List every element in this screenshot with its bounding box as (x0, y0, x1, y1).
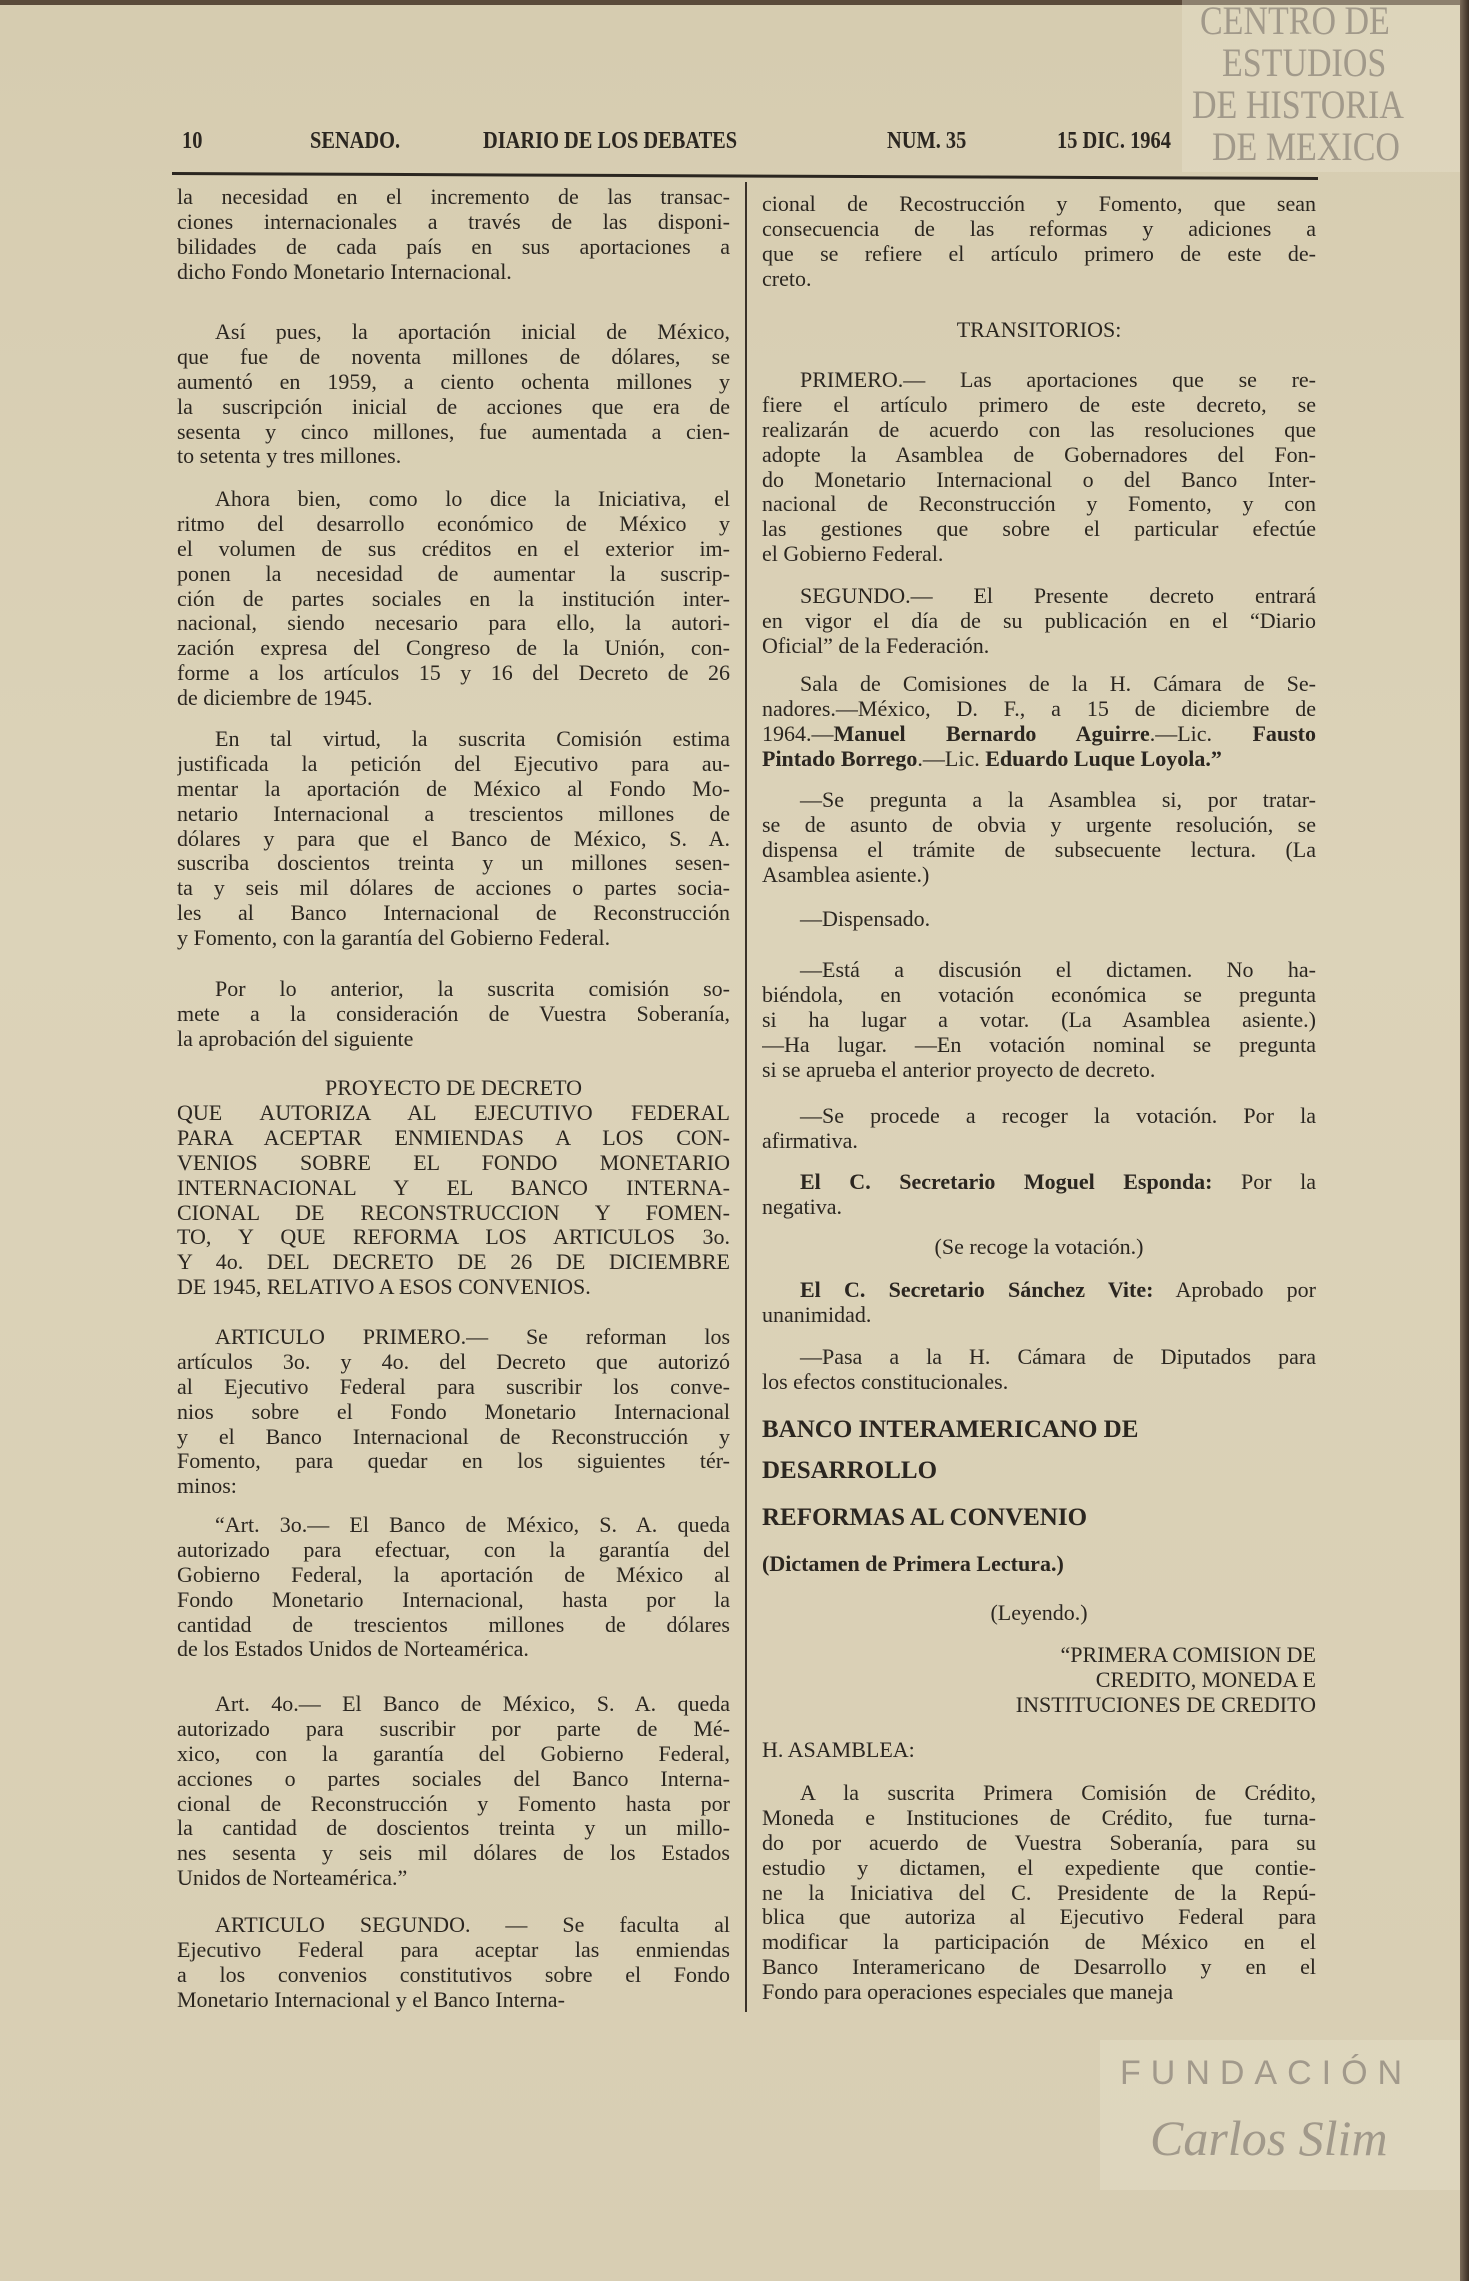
text-line (762, 1278, 1316, 1303)
text-line: ritmo del desarrollo económico de México y (177, 511, 730, 536)
paragraph (177, 320, 730, 469)
text-line (762, 1415, 1316, 1445)
text-line: la cantidad de doscientos treinta y un millo- (177, 1816, 730, 1841)
header-rule (172, 172, 1318, 180)
text-line: —Ha lugar. —En votación nominal se pregunta (762, 1032, 1316, 1057)
text-line: nes sesenta y seis mil dólares de los Estados (177, 1841, 730, 1866)
text-line: biéndola, en votación económica se pregunta (762, 982, 1316, 1007)
bold-name: Fausto (1252, 721, 1316, 746)
text-line: autorizado para suscribir por parte de Mé- (177, 1716, 730, 1741)
text-line: y Fomento, con la garantía del Gobierno Federal. (177, 926, 611, 951)
text-line: CREDITO, MONEDA E (1095, 1667, 1316, 1692)
centered-text (177, 1076, 730, 1101)
text-line: que se refiere el artículo primero de este de- (762, 241, 1316, 266)
text-line: INSTITUCIONES DE CREDITO (1015, 1692, 1316, 1717)
centered-text (762, 1235, 1316, 1260)
text-line: (Dictamen de Primera Lectura.) (762, 1552, 1064, 1576)
text-segment: .—Lic. (1149, 721, 1253, 746)
centered-text (762, 1601, 1316, 1626)
text-line: artículos 3o. y 4o. del Decreto que autorizó (177, 1349, 730, 1374)
text-line: modificar la participación de México en el (762, 1930, 1316, 1955)
paragraph (177, 185, 730, 285)
text-line: CIONAL DE RECONSTRUCCION Y FOMEN- (177, 1200, 730, 1225)
text-line: los efectos constitucionales. (762, 1369, 1009, 1394)
text-line: forme a los artículos 15 y 16 del Decreto de 26 (177, 661, 730, 686)
paragraph (177, 727, 730, 951)
text-line: —Se procede a recoger la votación. Por la (800, 1104, 1316, 1128)
text-line: DE 1945, RELATIVO A ESOS CONVENIOS. (177, 1275, 591, 1300)
text-line: en vigor el día de su publicación en el “Diario (762, 608, 1316, 633)
text-line: Banco Interamericano de Desarrollo y en el (762, 1955, 1316, 1980)
text-line: que fue de noventa millones de dólares, se (177, 344, 730, 369)
text-line: la necesidad en el incremento de las transac- (177, 185, 730, 209)
bold-name: El C. Secretario Sánchez Vite: (800, 1278, 1154, 1302)
text-line: Oficial” de la Federación. (762, 633, 990, 658)
paragraph (762, 1738, 1316, 1763)
text-line: Fondo Monetario Internacional, hasta por la (177, 1587, 730, 1612)
paragraph (762, 788, 1316, 888)
text-line: y el Banco Internacional de Reconstrucción y (177, 1424, 730, 1449)
text-line: ARTICULO PRIMERO.— Se reforman los (215, 1325, 730, 1349)
text-line: si se aprueba el anterior proyecto de decreto. (762, 1057, 1156, 1082)
text-line: —Se pregunta a la Asamblea si, por tratar- (800, 788, 1316, 812)
text-line: el volumen de sus créditos en el exterior im- (177, 536, 730, 561)
text-line: ne la Iniciativa del C. Presidente de la Repú- (762, 1880, 1316, 1905)
text-line: justificada la petición del Ejecutivo para au- (177, 751, 730, 776)
text-line: Ahora bien, como lo dice la Iniciativa, el (215, 487, 730, 511)
text-line: mentar la aportación de México al Fondo Mo- (177, 776, 730, 801)
text-line: estudio y dictamen, el expediente que contie- (762, 1855, 1316, 1880)
heading-text: DESARROLLO (762, 1457, 937, 1486)
section-heading (762, 1503, 1316, 1533)
text-line: —Está a discusión el dictamen. No ha- (800, 958, 1316, 982)
text-line: do por acuerdo de Vuestra Soberanía, para su (762, 1830, 1316, 1855)
text-line: netario Internacional a trescientos millones de (177, 801, 730, 826)
text-line: de diciembre de 1945. (177, 686, 373, 711)
paragraph (762, 1345, 1316, 1395)
paragraph (177, 1692, 730, 1891)
scan-right-edge (1460, 0, 1469, 2281)
text-segment: .—Lic. (917, 746, 986, 771)
text-line: SEGUNDO.— El Presente decreto entrará (800, 584, 1316, 608)
text-line: H. ASAMBLEA: (762, 1738, 915, 1762)
text-line: (Se recoge la votación.) (934, 1235, 1144, 1259)
header-chamber: SENADO. (310, 128, 401, 154)
text-line: —Dispensado. (800, 907, 931, 931)
paragraph (177, 1513, 730, 1662)
text-line: do Monetario Internacional o del Banco Inter- (762, 467, 1316, 492)
paragraph (177, 1913, 730, 2013)
text-line: cional de Recostrucción y Fomento, que sean (762, 192, 1316, 216)
text-line: Y 4o. DEL DECRETO DE 26 DE DICIEMBRE (177, 1250, 730, 1275)
paragraph (762, 1781, 1316, 2005)
text-line (762, 1456, 1316, 1486)
text-line: Ejecutivo Federal para aceptar las enmiendas (177, 1937, 730, 1962)
section-heading (762, 1415, 1316, 1445)
text-line: PROYECTO DE DECRETO (324, 1076, 583, 1100)
text-line: Sala de Comisiones de la H. Cámara de Se- (800, 672, 1316, 696)
paragraph (762, 1552, 1316, 1577)
text-line: dicho Fondo Monetario Internacional. (177, 259, 512, 284)
heading-text: BANCO INTERAMERICANO DE (762, 1416, 1138, 1445)
text-line: blica que autoriza al Ejecutivo Federal para (762, 1905, 1316, 1930)
paragraph (177, 977, 730, 1052)
text-line: Monetario Internacional y el Banco Interna- (177, 1987, 565, 2012)
text-line: Moneda e Instituciones de Crédito, fue turna- (762, 1805, 1316, 1830)
paragraph (762, 584, 1316, 659)
text-line: se de asunto de obvia y urgente resolución, se (762, 812, 1316, 837)
text-line: Gobierno Federal, la aportación de México al (177, 1562, 730, 1587)
text-line: de los Estados Unidos de Norteamérica. (177, 1637, 529, 1662)
text-line: ponen la necesidad de aumentar la suscrip- (177, 561, 730, 586)
text-line: ARTICULO SEGUNDO. — Se faculta al (215, 1913, 730, 1937)
text-line: el Gobierno Federal. (762, 542, 944, 567)
text-line: Así pues, la aportación inicial de México, (215, 320, 730, 344)
bold-name: Manuel Bernardo Aguirre (833, 721, 1150, 746)
text-line: acciones o partes sociales del Banco Interna- (177, 1766, 730, 1791)
text-line: aumentó en 1959, a ciento ochenta millones y (177, 369, 730, 394)
text-line: dólares y para que el Banco de México, S. A. (177, 826, 730, 851)
watermark-line: DE MEXICO (1212, 124, 1400, 169)
text-line: —Pasa a la H. Cámara de Diputados para (800, 1345, 1316, 1369)
watermark-signature: Carlos Slim (1150, 2110, 1388, 2166)
text-line: cantidad de trescientos millones de dólares (177, 1612, 730, 1637)
text-segment: 1964.— (762, 721, 834, 746)
text-line: PARA ACEPTAR ENMIENDAS A LOS CON- (177, 1125, 730, 1150)
text-line: (Leyendo.) (990, 1601, 1088, 1625)
header-publication: DIARIO DE LOS DEBATES (483, 128, 738, 154)
text-line: bilidades de cada país en sus aportaciones a (177, 234, 730, 259)
watermark-line: ESTUDIOS (1222, 40, 1387, 85)
text-line: Fondo para operaciones especiales que maneja (762, 1980, 1174, 2005)
text-line: nacional, siendo necesario para ello, la autori- (177, 611, 730, 636)
bold-name: Eduardo Luque Loyola.” (985, 746, 1222, 771)
text-line: TO, Y QUE REFORMA LOS ARTICULOS 3o. (177, 1225, 730, 1250)
centered-text (762, 1643, 1316, 1718)
text-line: las gestiones que sobre el particular efectúe (762, 517, 1316, 542)
watermark-line: DE HISTORIA (1192, 82, 1404, 127)
paragraph (177, 1101, 730, 1300)
watermark-line: FUNDACIÓN (1120, 2054, 1413, 2092)
text-line: En tal virtud, la suscrita Comisión estima (215, 727, 730, 751)
text-line: autorizado para efectuar, con la garantía del (177, 1537, 730, 1562)
text-segment: Aprobado por (1153, 1278, 1316, 1302)
text-line: realizarán de acuerdo con las resoluciones que (762, 417, 1316, 442)
paragraph (762, 368, 1316, 567)
text-line: adopte la Asamblea de Gobernadores del Fon- (762, 442, 1316, 467)
text-line (762, 747, 1316, 772)
text-line: “PRIMERA COMISION DE (1060, 1643, 1316, 1667)
text-line: INTERNACIONAL Y EL BANCO INTERNA- (177, 1175, 730, 1200)
text-line (762, 722, 1316, 747)
text-line: cional de Reconstrucción y Fomento hasta por (177, 1791, 730, 1816)
centered-text (762, 318, 1316, 343)
text-line: dispensa el trámite de subsecuente lectura. (La (762, 837, 1316, 862)
text-line: al Ejecutivo Federal para suscribir los conve- (177, 1374, 730, 1399)
text-line: creto. (762, 266, 812, 291)
watermark-line: CENTRO DE (1200, 0, 1390, 43)
text-line: Asamblea asiente.) (762, 862, 930, 887)
header-number: NUM. 35 (887, 128, 967, 154)
paragraph (762, 1104, 1316, 1154)
header-date: 15 DIC. 1964 (1057, 128, 1171, 154)
text-line: Fomento, para quedar en los siguientes tér- (177, 1449, 730, 1474)
text-line: ciones internacionales a través de las disponi- (177, 209, 730, 234)
text-line: A la suscrita Primera Comisión de Crédito, (800, 1781, 1316, 1805)
text-line: sesenta y cinco millones, fue aumentada a cien- (177, 419, 730, 444)
text-line: unanimidad. (762, 1302, 872, 1327)
text-line: la aprobación del siguiente (177, 1026, 414, 1051)
text-line: PRIMERO.— Las aportaciones que se re- (800, 368, 1316, 392)
text-line: a los convenios constitutivos sobre el Fondo (177, 1962, 730, 1987)
paragraph (177, 1325, 730, 1499)
text-line: fiere el artículo primero de este decreto, se (762, 392, 1316, 417)
paragraph (762, 958, 1316, 1082)
section-heading (762, 1456, 1316, 1486)
text-line: Unidos de Norteamérica.” (177, 1866, 408, 1891)
text-line: les al Banco Internacional de Reconstrucción (177, 901, 730, 926)
text-line: nacional de Reconstrucción y Fomento, y con (762, 492, 1316, 517)
paragraph (177, 487, 730, 711)
text-line: TRANSITORIOS: (956, 318, 1122, 342)
paragraph (762, 192, 1316, 292)
text-line (762, 1503, 1316, 1533)
text-line: negativa. (762, 1194, 843, 1219)
text-line: si ha lugar a votar. (La Asamblea asiente.) (762, 1007, 1316, 1032)
text-line: “Art. 3o.— El Banco de México, S. A. queda (215, 1513, 730, 1537)
text-line: nadores.—México, D. F., a 15 de diciembre de (762, 696, 1316, 721)
text-line: suscriba doscientos treinta y un millones sesen- (177, 851, 730, 876)
text-line: QUE AUTORIZA AL EJECUTIVO FEDERAL (177, 1101, 730, 1125)
paragraph (762, 907, 1316, 932)
text-line (762, 1170, 1316, 1195)
text-line: VENIOS SOBRE EL FONDO MONETARIO (177, 1150, 730, 1175)
paragraph (762, 672, 1316, 772)
text-line: consecuencia de las reformas y adiciones a (762, 216, 1316, 241)
heading-text: REFORMAS AL CONVENIO (762, 1504, 1087, 1533)
text-line: nios sobre el Fondo Monetario Internacional (177, 1399, 730, 1424)
text-line: la suscripción inicial de acciones que era de (177, 394, 730, 419)
bold-name: El C. Secretario Moguel Esponda: (800, 1170, 1213, 1194)
text-line: zación expresa del Congreso de la Unión, con- (177, 636, 730, 661)
text-line: to setenta y tres millones. (177, 444, 402, 469)
column-divider (745, 182, 747, 2012)
text-line: ción de partes sociales en la institución inter- (177, 586, 730, 611)
text-line: ta y seis mil dólares de acciones o partes socia- (177, 876, 730, 901)
text-line: Art. 4o.— El Banco de México, S. A. queda (215, 1692, 730, 1716)
text-line: mete a la consideración de Vuestra Soberanía, (177, 1001, 730, 1026)
paragraph (762, 1170, 1316, 1220)
text-line: xico, con la garantía del Gobierno Federal, (177, 1741, 730, 1766)
bold-name: Pintado Borrego (762, 746, 918, 771)
text-segment: Por la (1212, 1170, 1316, 1194)
page-number: 10 (182, 128, 203, 154)
text-line: Por lo anterior, la suscrita comisión so- (215, 977, 730, 1001)
paragraph (762, 1278, 1316, 1328)
text-line: afirmativa. (762, 1128, 858, 1153)
text-line: minos: (177, 1474, 237, 1499)
